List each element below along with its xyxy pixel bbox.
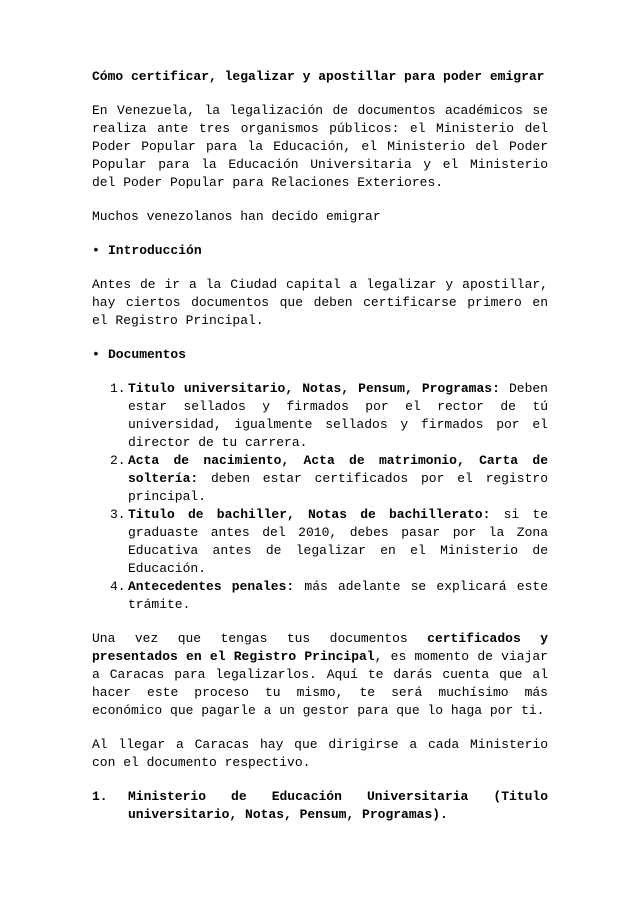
list-item-bold: Antecedentes penales:: [128, 579, 295, 594]
list-item: [92, 380, 548, 452]
emigration-line: Muchos venezolanos han decido emigrar: [92, 209, 381, 224]
list-item-number: 1.: [110, 381, 126, 396]
process-paragraph-part1: Una vez que tengas tus documentos: [92, 631, 428, 646]
section-word: Educación: [271, 789, 342, 804]
heading-documentos: [92, 346, 548, 364]
list-item: [92, 578, 548, 614]
list-item-bold: Acta de nacimiento, Acta de matrimonio, Carta de soltería:: [128, 453, 548, 486]
heading-documentos-label: Documentos: [108, 347, 187, 362]
section-word: (Titulo: [493, 789, 548, 804]
list-item-text: deben estar certificados por el registro principal.: [128, 471, 548, 504]
list-item-text: Deben estar sellados y firmados por el rector de tú universidad, igualmente sellados y firmados por el director de tu carrera.: [128, 381, 548, 450]
section-word: de: [231, 789, 247, 804]
heading-introduccion-label: Introducción: [108, 243, 202, 258]
section-number: 1.: [92, 789, 108, 804]
list-item-number: 2.: [110, 453, 126, 468]
process-paragraph-part2: , es momento de viajar a Caracas para legalizarlos. Aquí te darás cuenta que al hacer este proceso tu mismo, te será muchísimo más económico que pagarle a un gestor para que lo haga por ti.: [92, 649, 548, 718]
document-page: [92, 68, 548, 824]
bullet-icon: •: [92, 347, 100, 362]
list-item-text: más adelante se explicará este trámite.: [128, 579, 548, 612]
intro-text: Antes de ir a la Ciudad capital a legalizar y apostillar, hay ciertos documentos que deben certificarse primero en el Registro Principal.: [92, 277, 548, 328]
bullet-icon: •: [92, 243, 100, 258]
list-item: [92, 506, 548, 578]
documents-list: [92, 380, 548, 614]
process-paragraph: [92, 630, 548, 720]
list-item-number: 3.: [110, 507, 126, 522]
intro-paragraph: En Venezuela, la legalización de documentos académicos se realiza ante tres organismos públicos: el Ministerio del Poder Popular para la Educación, el Ministerio del Poder Popular para la Educación Universitaria y el Ministerio del Poder Popular para Relaciones Exteriores.: [92, 103, 548, 190]
section-word: Universitaria: [366, 789, 469, 804]
heading-introduccion: [92, 242, 548, 260]
section-ministerio-universitaria: [92, 788, 548, 824]
section-word: Ministerio: [128, 789, 207, 804]
list-item-bold: Titulo de bachiller, Notas de bachillerato:: [128, 507, 491, 522]
section-title-line1: [128, 788, 548, 806]
process-paragraph-bold: certificados y presentados en el Registro Principal: [92, 631, 549, 664]
page-title: Cómo certificar, legalizar y apostillar para poder emigrar: [92, 69, 545, 84]
section-title-line2: universitario, Notas, Pensum, Programas).: [128, 807, 448, 822]
list-item: [92, 452, 548, 506]
list-item-text: si te graduaste antes del 2010, debes pasar por la Zona Educativa antes de legalizar en el Ministerio de Educación.: [128, 507, 548, 576]
list-item-number: 4.: [110, 579, 126, 594]
list-item-bold: Titulo universitario, Notas, Pensum, Programas:: [128, 381, 500, 396]
caracas-paragraph: Al llegar a Caracas hay que dirigirse a cada Ministerio con el documento respectivo.: [92, 737, 548, 770]
